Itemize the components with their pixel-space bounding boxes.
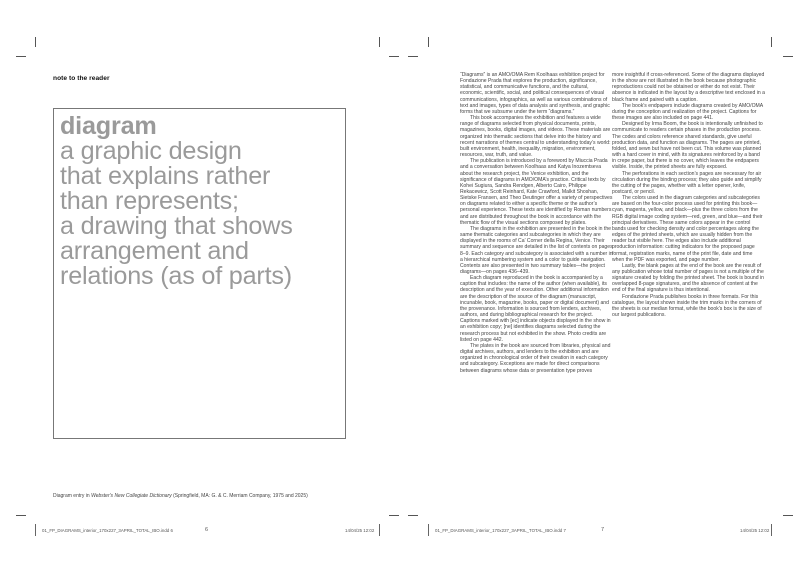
caption-title: Webster's New Collegiate Dictionary <box>91 493 172 499</box>
definition-line: relations (as of parts) <box>60 262 292 290</box>
crop-mark <box>16 56 26 57</box>
slug-bar <box>35 524 36 536</box>
slug-bar <box>428 524 429 536</box>
crop-mark <box>389 515 399 516</box>
definition-line: arrangement and <box>60 237 249 265</box>
page-number: 7 <box>601 527 605 533</box>
slug-bar <box>771 524 772 536</box>
crop-mark <box>379 37 380 47</box>
body-column-1 <box>460 72 613 374</box>
crop-mark <box>428 37 429 47</box>
definition-line: than represents; <box>60 187 239 215</box>
paragraph: The diagrams in the exhibition are presented in the book in the same thematic categories and subcategories in which they are displayed in the rooms of Ca’ Corner della Regina, Venice. Their summary and sequence are detailed in the list of contents on pages 8–9. Each category and subcategory is associated with a number in a hierarchical numbering system and a color to guide navigation. Contents are also presented in two summary tables—the project diagrams—on pages 436–439. <box>460 225 613 275</box>
slug-datetime: 14/04/25 12:02 <box>740 528 770 533</box>
definition-text <box>60 114 293 289</box>
slug-filename: 01_FP_DIAGRAMS_interior_170x227_3APRIL_TOTAL_IBO.indd 6 <box>42 528 173 533</box>
paragraph: The publication is introduced by a foreword by Miuccia Prada and a conversation between Koolhaas and Katya Inozemtseva about the research project, the Venice exhibition, and the significance of diagrams in AMO/OMA’s practice. Critical texts by Kohei Sugiura, Sandra Rendgen, Alberto Cairo, Philippe Rekacewicz, Scott Reinhard, Kate Crawford, Malkit Shoshan, Sietske Fransen, and Theo Deutinger offer a variety of perspectives on diagrams related to either a specific theme or the author’s personal experience. These texts are identified by Roman numbers and are distributed throughout the book in accordance with the thematic flow of the visual sections composed by plates. <box>460 158 613 226</box>
crop-mark <box>408 515 418 516</box>
body-column-2 <box>612 72 765 318</box>
crop-mark <box>771 37 772 47</box>
caption-prefix: Diagram entry in <box>53 493 92 499</box>
paragraph: This book accompanies the exhibition and features a wide range of diagrams selected from physical documents, prints, magazines, books, digital images, and videos. These materials are organized into thematic sections that delve into the history and recent narrations of themes central to understanding today’s world: built environment, health, inequality, migration, environment, resources, war, truth, and value. <box>460 115 611 159</box>
paragraph: Designed by Irma Boom, the book is intentionally unfinished to communicate to readers certain phases in the production process. The codes and colors reference shared standards, give useful production data, and function as diagrams. The pages are printed, folded, and sewn but have not been cut. This volume was planned with a hard cover in mind, with its signatures reinforced by a band in crepe paper, but there is no cover, which leaves the endpapers visible. Inside, the printed sheets are fully exposed. <box>612 121 763 171</box>
paragraph: more insightful if cross-referenced. Some of the diagrams displayed in the show are not illustrated in the book because photographic reproductions could not be obtained or either do not exist. Their absence is indicated in the layout by a descriptive text enclosed in a black frame and paired with a caption. <box>612 72 765 103</box>
paragraph: The plates in the book are sourced from libraries, physical and digital archives, authors, and lenders to the exhibition and are organized in chronological order of their creation in each category and subcategory. Exceptions are made for direct comparisons between diagrams whose data or presentation type proves <box>460 342 611 374</box>
definition-line: a drawing that shows <box>60 212 293 240</box>
image-caption <box>53 493 308 499</box>
definition-line: that explains rather <box>60 162 271 190</box>
slug-datetime: 14/04/25 12:02 <box>345 528 375 533</box>
paragraph: Each diagram reproduced in the book is accompanied by a caption that includes: the name of the author (when available), its description and the year of execution. Other additional information are the description of the source of the diagram (manuscript, incunable, book, magazine, books, paper or digital document) and the provenance. Information is sourced from lenders, archives, authors, and during bibliographical research for the project. Captions marked with [ec] indicate objects displayed in the show in an exhibition copy; [ne] identifies diagrams selected during the research process but not exhibited in the show. Photo credits are listed on page 442. <box>460 275 611 343</box>
crop-mark <box>408 56 418 57</box>
slug-filename: 01_FP_DIAGRAMS_interior_170x227_3APRIL_TOTAL_IBO.indd 7 <box>435 528 566 533</box>
dictionary-definition-box <box>53 108 346 439</box>
crop-mark <box>35 37 36 47</box>
slug-bar <box>379 524 380 536</box>
page-number: 6 <box>205 527 209 533</box>
crop-mark <box>783 56 793 57</box>
crop-mark <box>783 515 793 516</box>
paragraph: Fondazione Prada publishes books in three formats. For this catalogue, the layout shown inside the trim marks in the corners of the sheets is our median format, while the book’s box is the size of our largest publications. <box>612 293 762 319</box>
caption-suffix: (Springfield, MA: G. & C. Merriam Company, 1975 and 2025) <box>171 493 308 499</box>
paragraph: Lastly, the blank pages at the end of the book are the result of any publication whose total number of pages is not a multiple of the signature created by folding the printed sheet. The book is bound in overlapped 8-page signatures, and the absence of content at the end of the final signature is thus intentional. <box>612 262 764 294</box>
section-label: note to the reader <box>53 75 110 82</box>
paragraph: The book’s endpapers include diagrams created by AMO/OMA during the conception and realization of the project. Captions for these images are also included on page 441. <box>612 102 763 122</box>
crop-mark <box>16 515 26 516</box>
paragraph: The perforations in each section’s pages are necessary for air circulation during the binding process; they also guide and simplify the cutting of the pages, whether with a letter opener, knife, postcard, or pencil. <box>612 170 762 195</box>
crop-mark <box>389 56 399 57</box>
definition-line: a graphic design <box>60 137 242 165</box>
definition-headword: diagram <box>60 112 157 140</box>
paragraph: “Diagrams” is an AMO/OMA Rem Koolhaas exhibition project for Fondazione Prada that explores the production, significance, statistical, and communicative functions, and the cultural, economic, scientific, social, and political consequences of visual communications, infographics, as well as various combinations of text and images, types of data analysis and synthesis, and graphic forms that we subsume under the term “diagrams.” <box>460 72 610 115</box>
paragraph: The colors used in the diagram categories and subcategories are based on the four-color process used for printing this book—cyan, magenta, yellow, and black—plus the three colors from the RGB digital image coding system—red, green, and blue—and their principal derivatives. These same colors appear in the control bands used for checking density and color percentages along the edges of the printed sheets, which are usually hidden from the reader but visible here. The edges also include additional production information: cutting indicators for the proposed page format, registration marks, name of the print file, date and time when the PDF was exported, and page number. <box>612 195 763 263</box>
